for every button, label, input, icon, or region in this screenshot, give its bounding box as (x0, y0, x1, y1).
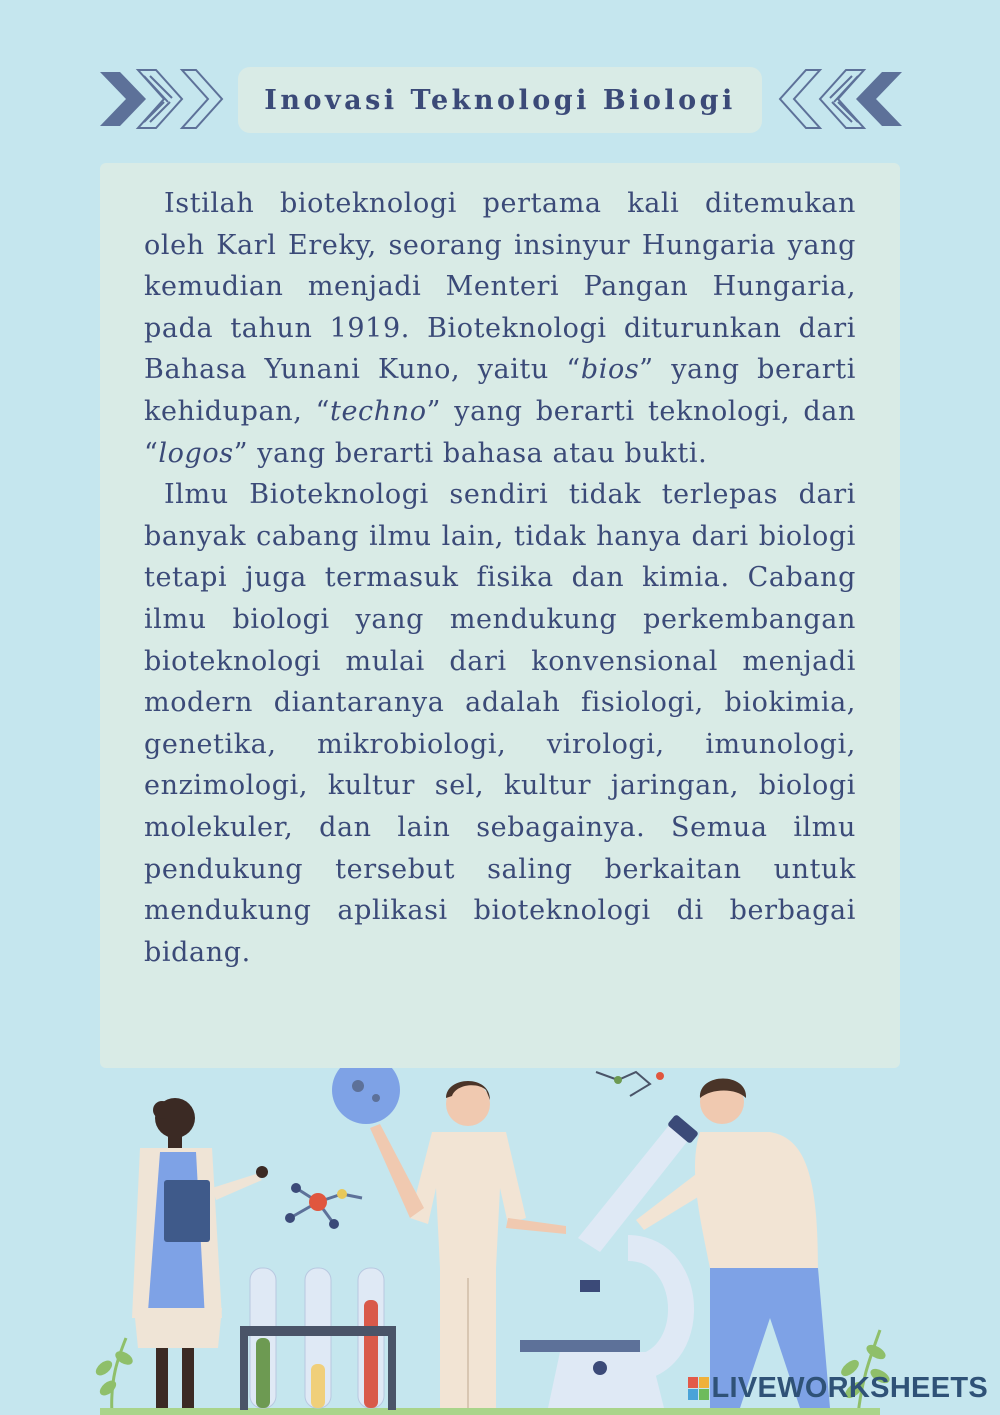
content-panel (100, 163, 900, 1068)
italic-term-logos: logos (158, 437, 234, 469)
title-banner (238, 67, 762, 133)
italic-term-bios: bios (580, 354, 640, 386)
chevron-arrows-right-icon (98, 66, 224, 132)
brand-name: LIVEWORKSHEETS (711, 1372, 988, 1404)
paragraph-2-text: Ilmu Bioteknologi sendiri tidak terlepas dari banyak cabang ilmu lain, tidak hanya dari biologi tetapi juga termasuk fisika dan kimia. Cabang ilmu biologi yang mendukung perkembangan bioteknologi mulai dari konvensional menjadi modern diantaranya adalah fisiologi, biokimia, genetika, mikrobiologi, virologi, imunologi, enzimologi, kultur sel, kultur jaringan, biologi molekuler, dan lain sebagainya. Semua ilmu pendukung tersebut saling berkaitan untuk mendukung aplikasi bioteknologi di berbagai bidang. (144, 479, 856, 968)
italic-term-techno: techno (330, 395, 427, 427)
paragraph-2 (144, 474, 856, 973)
scientists-illustration (0, 1068, 1000, 1415)
paragraph-1-text: Istilah bioteknologi pertama kali ditemukan oleh Karl Ereky, seorang insinyur Hungaria yang kemudian menjadi Menteri Pangan Hungaria, pada tahun 1919. Bioteknologi diturunkan dari Bahasa Yunani Kuno, yaitu “ (144, 188, 856, 386)
paragraph-1 (144, 183, 856, 474)
chevron-arrows-left-icon (778, 66, 904, 132)
paragraph-1-text: ” yang berarti teknologi, dan “ (144, 395, 856, 469)
page-title: Inovasi Teknologi Biologi (264, 84, 736, 116)
liveworksheets-brand[interactable] (688, 1372, 989, 1405)
liveworksheets-logo-icon (688, 1375, 710, 1403)
paragraph-1-text: ” yang berarti kehidupan, “ (144, 354, 856, 427)
paragraph-1-text: ” yang berarti bahasa atau bukti. (233, 437, 708, 469)
